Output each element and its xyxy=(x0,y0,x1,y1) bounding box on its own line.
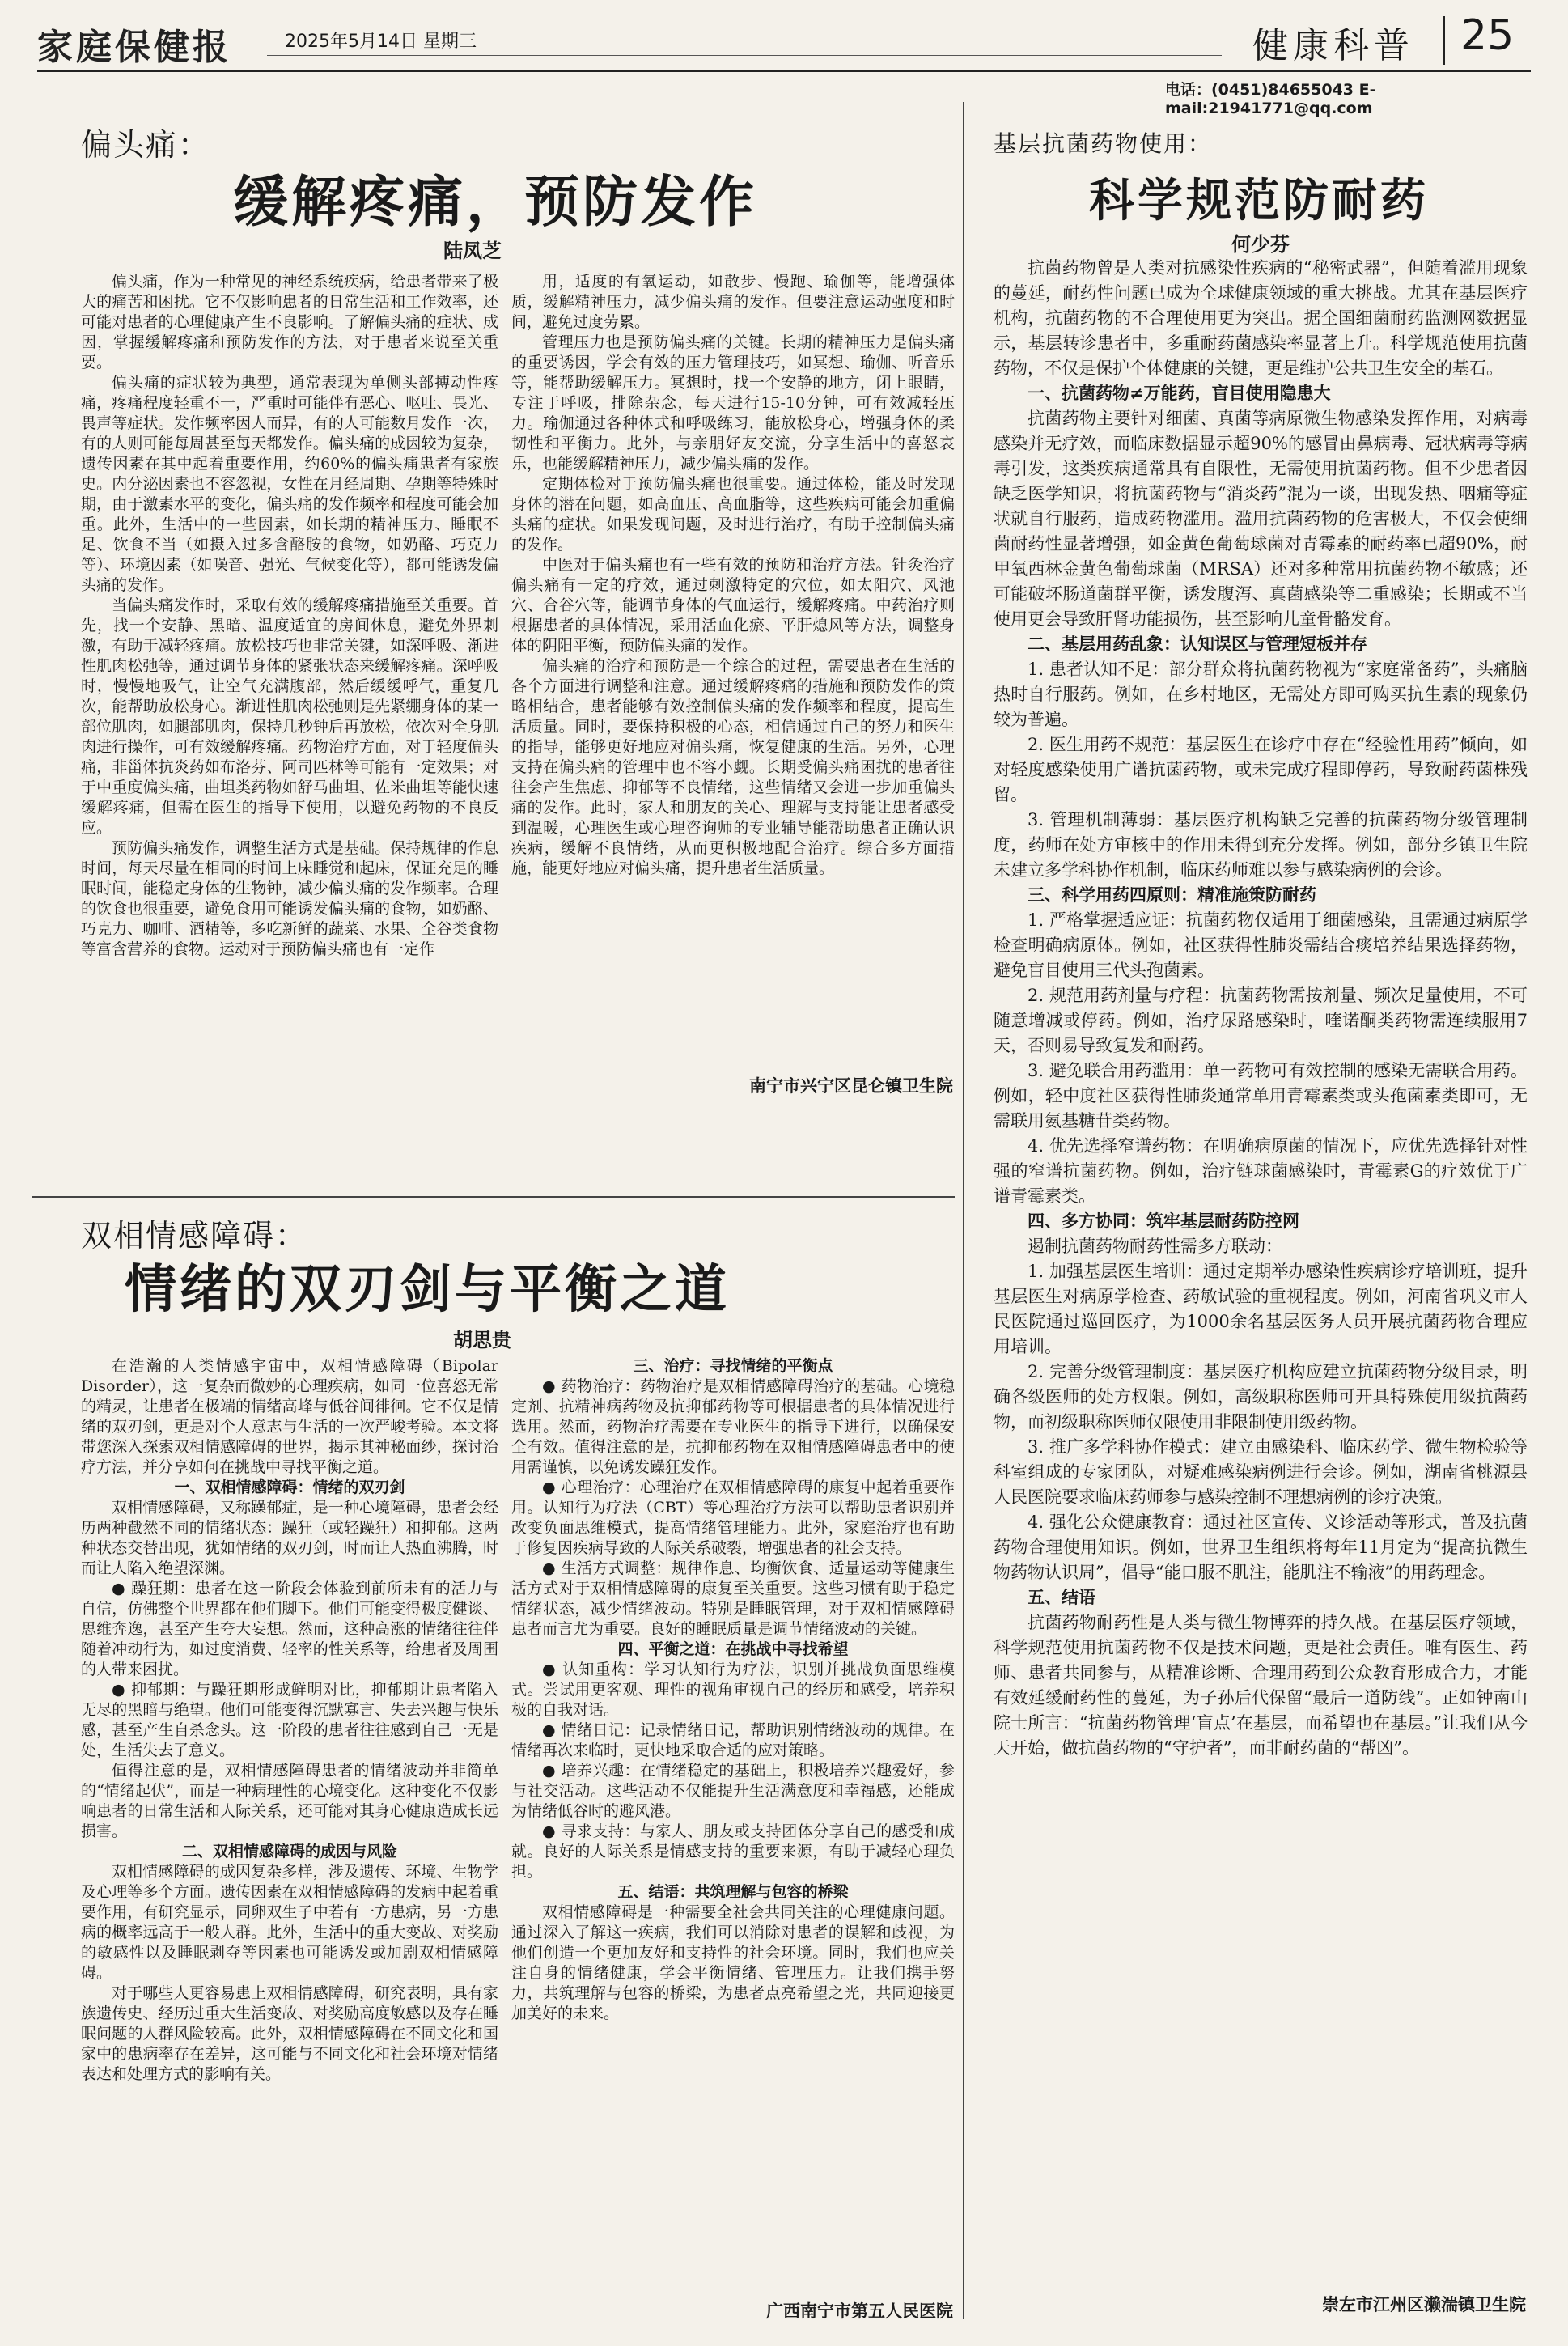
body-paragraph: ● 药物治疗：药物治疗是双相情感障碍治疗的基础。心境稳定剂、抗精神病药物及抗抑郁药物等可根据患者的具体情况进行选用。然而，药物治疗需要在专业医生的指导下进行，以确保安全有效。值得注意的是，抗抑郁药物在双相情感障碍患者中的使用需谨慎，以免诱发躁狂发作。 xyxy=(511,1377,955,1476)
bipolar-col2-body xyxy=(511,1356,955,2024)
body-paragraph: 偏头痛的治疗和预防是一个综合的过程，需要患者在生活的各个方面进行调整和注意。通过缓解疼痛的措施和预防发作的策略相结合，患者能够有效控制偏头痛的发作频率和程度，提高生活质量。同时，要保持积极的心态，相信通过自己的努力和医生的指导，能够更好地应对偏头痛，恢复健康的生活。另外，心理支持在偏头痛的管理中也不容小觑。长期受偏头痛困扰的患者往往会产生焦虑、抑郁等不良情绪，这些情绪又会进一步加重偏头痛的发作。此时，家人和朋友的关心、理解与支持能让患者感受到温暖，心理医生或心理咨询师的专业辅导能帮助患者正确认识疾病，缓解不良情绪，从而更积极地配合治疗。综合多方面措施，能更好地应对偏头痛，提升患者生活质量。 xyxy=(511,657,955,877)
section-heading: 二、双相情感障碍的成因与风险 xyxy=(181,1843,397,1860)
bipolar-column-1 xyxy=(81,1356,498,2319)
body-paragraph: ● 情绪日记：记录情绪日记，帮助识别情绪波动的规律。在情绪再次来临时，更快地采取合适的应对策略。 xyxy=(511,1721,955,1759)
bipolar-topic: 双相情感障碍： xyxy=(81,1218,308,1254)
body-paragraph: 用，适度的有氧运动，如散步、慢跑、瑜伽等，能增强体质，缓解精神压力，减少偏头痛的发作。但要注意运动强度和时间，避免过度劳累。 xyxy=(511,273,955,331)
bipolar-col1-body xyxy=(81,1356,498,2085)
antibiotic-author: 何少芬 xyxy=(1231,233,1290,256)
section-heading: 二、基层用药乱象：认知误区与管理短板并存 xyxy=(1028,634,1367,654)
bipolar-title: 情绪的双刃剑与平衡之道 xyxy=(125,1259,730,1320)
body-paragraph: 4. 强化公众健康教育：通过社区宣传、义诊活动等形式，普及抗菌药物合理使用知识。例如，世界卫生组织将每年11月定为“提高抗微生物药物认识周”，倡导“能口服不肌注，能肌注不输液”的用药理念。 xyxy=(994,1512,1528,1582)
section-heading: 五、结语：共筑理解与包容的桥梁 xyxy=(617,1883,849,1901)
masthead-divider xyxy=(1443,16,1445,65)
body-paragraph: 1. 严格掌握适应证：抗菌药物仅适用于细菌感染，且需通过病原学检查明确病原体。例如，社区获得性肺炎需结合痰培养结果选择药物，避免盲目使用三代头孢菌素。 xyxy=(994,910,1528,980)
body-paragraph: 偏头痛，作为一种常见的神经系统疾病，给患者带来了极大的痛苦和困扰。它不仅影响患者的日常生活和工作效率，还可能对患者的心理健康产生不良影响。了解偏头痛的症状、成因，掌握缓解疼痛和预防发作的方法，对于患者来说至关重要。 xyxy=(81,273,498,371)
body-paragraph: 双相情感障碍是一种需要全社会共同关注的心理健康问题。通过深入了解这一疾病，我们可以消除对患者的误解和歧视，为他们创造一个更加友好和支持性的社会环境。同时，我们也应关注自身的情绪健康，学会平衡情绪、管理压力。让我们携手努力，共筑理解与包容的桥梁，为患者点亮希望之光，共同迎接更加美好的未来。 xyxy=(511,1903,955,2022)
migraine-col2-body xyxy=(511,272,955,879)
body-paragraph: ● 抑郁期：与躁狂期形成鲜明对比，抑郁期让患者陷入无尽的黑暗与绝望。他们可能变得沉默寡言、失去兴趣与快乐感，甚至产生自杀念头。这一阶段的患者往往感到自己一无是处，生活失去了意义。 xyxy=(81,1681,498,1759)
body-paragraph: 3. 推广多学科协作模式：建立由感染科、临床药学、微生物检验等科室组成的专家团队，对疑难感染病例进行会诊。例如，湖南省桃源县人民医院要求临床药师参与感染控制不理想病例的诊疗决策。 xyxy=(994,1437,1528,1507)
body-paragraph: 遏制抗菌药物耐药性需多方联动： xyxy=(1028,1237,1282,1256)
body-paragraph: 抗菌药物主要针对细菌、真菌等病原微生物感染发挥作用，对病毒感染并无疗效，而临床数据显示超90%的感冒由鼻病毒、冠状病毒等病毒引发，这类疾病通常具有自限性，无需使用抗菌药物。但不少患者因缺乏医学知识，将抗菌药物与“消炎药”混为一谈，出现发热、咽痛等症状就自行服药，造成药物滥用。滥用抗菌药物的危害极大，不仅会使细菌耐药性显著增强，如金黄色葡萄球菌对青霉素的耐药率已超90%，耐甲氧西林金黄色葡萄球菌（MRSA）还对多种常用抗菌药物不敏感；还可能破坏肠道菌群平衡，诱发腹泻、真菌感染等二重感染；长期或不当使用更会导致肝肾功能损伤，甚至影响儿童骨骼发育。 xyxy=(994,409,1528,629)
body-paragraph: 预防偏头痛发作，调整生活方式是基础。保持规律的作息时间，每天尽量在相同的时间上床睡觉和起床，保证充足的睡眠时间，能稳定身体的生物钟，减少偏头痛的发作频率。合理的饮食也很重要，避免食用可能诱发偏头痛的食物，如奶酪、巧克力、咖啡、酒精等，多吃新鲜的蔬菜、水果、全谷类食物等富含营养的食物。运动对于预防偏头痛也有一定作 xyxy=(81,839,498,958)
bipolar-column-2 xyxy=(511,1356,955,2279)
migraine-title: 缓解疼痛，预防发作 xyxy=(233,170,758,235)
body-paragraph: 双相情感障碍，又称躁郁症，是一种心境障碍，患者会经历两种截然不同的情绪状态：躁狂（或轻躁狂）和抑郁。这两种状态交替出现，犹如情绪的双刃剑，时而让人热血沸腾，时而让人陷入绝望深渊。 xyxy=(81,1499,498,1577)
body-paragraph: 2. 规范用药剂量与疗程：抗菌药物需按剂量、频次足量使用，不可随意增减或停药。例如，治疗尿路感染时，喹诺酮类药物需连续服用7天，否则易导致复发和耐药。 xyxy=(994,986,1528,1055)
section-heading: 五、结语 xyxy=(1028,1588,1095,1607)
migraine-topic: 偏头痛： xyxy=(81,127,211,163)
migraine-column-2 xyxy=(511,272,955,1057)
section-name: 健康科普 xyxy=(1252,25,1414,66)
migraine-col1-body xyxy=(81,272,498,960)
body-paragraph: 中医对于偏头痛也有一些有效的预防和治疗方法。针灸治疗偏头痛有一定的疗效，通过刺激特定的穴位，如太阳穴、风池穴、合谷穴等，能调节身体的气血运行，缓解疼痛。中药治疗则根据患者的具体情况，采用活血化瘀、平肝熄风等方法，调整身体的阴阳平衡，预防偏头痛的发作。 xyxy=(511,556,955,655)
body-paragraph: 定期体检对于预防偏头痛也很重要。通过体检，能及时发现身体的潜在问题，如高血压、高血脂等，这些疾病可能会加重偏头痛的症状。如果发现问题，及时进行治疗，有助于控制偏头痛的发作。 xyxy=(511,475,955,554)
body-paragraph: 管理压力也是预防偏头痛的关键。长期的精神压力是偏头痛的重要诱因，学会有效的压力管理技巧，如冥想、瑜伽、听音乐等，能帮助缓解压力。冥想时，找一个安静的地方，闭上眼睛，专注于呼吸，排除杂念，每天进行15-10分钟，可有效减轻压力。瑜伽通过各种体式和呼吸练习，能放松身心，增强身体的柔韧性和平衡力。此外，与亲朋好友交流，分享生活中的喜怒哀乐，也能缓解精神压力，减少偏头痛的发作。 xyxy=(511,333,955,473)
masthead-rule-thin xyxy=(267,55,1222,56)
antibiotic-body xyxy=(994,256,1528,1761)
antibiotic-column xyxy=(994,256,1528,2284)
body-paragraph: ● 心理治疗：心理治疗在双相情感障碍的康复中起着重要作用。认知行为疗法（CBT）等心理治疗方法可以帮助患者识别并改变负面思维模式，提高情绪管理能力。此外，家庭治疗也有助于修复因疾病导致的人际关系破裂，增强患者的社会支持。 xyxy=(511,1478,955,1557)
contact-line: 电话：(0451)84655043 E-mail:21941771@qq.com xyxy=(1165,81,1376,117)
body-paragraph: 抗菌药物曾是人类对抗感染性疾病的“秘密武器”，但随着滥用现象的蔓延，耐药性问题已成为全球健康领域的重大挑战。尤其在基层医疗机构，抗菌药物的不合理使用更为突出。据全国细菌耐药监测网数据显示，基层转诊患者中，多重耐药菌感染率显著上升。科学规范使用抗菌药物，不仅是保护个体健康的关键，更是维护公共卫生安全的基石。 xyxy=(994,258,1528,378)
antibiotic-title: 科学规范防耐药 xyxy=(1089,174,1429,227)
body-paragraph: ● 培养兴趣：在情绪稳定的基础上，积极培养兴趣爱好，参与社交活动。这些活动不仅能提升生活满意度和幸福感，还能成为情绪低谷时的避风港。 xyxy=(511,1762,955,1820)
body-paragraph: ● 生活方式调整：规律作息、均衡饮食、适量运动等健康生活方式对于双相情感障碍的康复至关重要。这些习惯有助于稳定情绪状态，减少情绪波动。特别是睡眠管理，对于双相情感障碍患者而言尤为重要。良好的睡眠质量是调节情绪波动的关键。 xyxy=(511,1559,955,1638)
body-paragraph: 3. 管理机制薄弱：基层医疗机构缺乏完善的抗菌药物分级管理制度，药师在处方审核中的作用未得到充分发挥。例如，部分乡镇卫生院未建立多学科协作机制，临床药师难以参与感染病例的会诊。 xyxy=(994,810,1528,880)
section-heading: 一、双相情感障碍：情绪的双刃剑 xyxy=(174,1478,405,1496)
antibiotic-topic: 基层抗菌药物使用： xyxy=(994,130,1213,157)
body-paragraph: 偏头痛的症状较为典型，通常表现为单侧头部搏动性疼痛，疼痛程度轻重不一，严重时可能伴有恶心、呕吐、畏光、畏声等症状。发作频率因人而异，有的人可能数月发作一次，有的人则可能每周甚至每天都发作。偏头痛的成因较为复杂，遗传因素在其中起着重要作用，约60%的偏头痛患者有家族史。内分泌因素也不容忽视，女性在月经周期、孕期等特殊时期，由于激素水平的变化，偏头痛的发作频率和程度可能会加重。此外，生活中的一些因素，如长期的精神压力、睡眠不足、饮食不当（如摄入过多含酪胺的食物，如奶酪、巧克力等）、环境因素（如噪音、强光、气候变化等），都可能诱发偏头痛的发作。 xyxy=(81,374,498,594)
body-paragraph: 3. 避免联合用药滥用：单一药物可有效控制的感染无需联合用药。例如，轻中度社区获得性肺炎通常单用青霉素类或头孢菌素类即可，无需联用氨基糖苷类药物。 xyxy=(994,1061,1528,1131)
body-paragraph: 4. 优先选择窄谱药物：在明确病原菌的情况下，应优先选择针对性强的窄谱抗菌药物。例如，治疗链球菌感染时，青霉素G的疗效优于广谱青霉素类。 xyxy=(994,1136,1528,1206)
issue-date: 2025年5月14日 星期三 xyxy=(285,32,477,52)
section-heading: 四、平衡之道：在挑战中寻找希望 xyxy=(617,1640,849,1658)
body-paragraph: 1. 患者认知不足：部分群众将抗菌药物视为“家庭常备药”，头痛脑热时自行服药。例如，在乡村地区，无需处方即可购买抗生素的现象仍较为普遍。 xyxy=(994,660,1528,729)
section-heading: 四、多方协同：筑牢基层耐药防控网 xyxy=(1028,1211,1299,1231)
body-paragraph: 双相情感障碍的成因复杂多样，涉及遗传、环境、生物学及心理等多个方面。遗传因素在双相情感障碍的发病中起着重要作用，有研究显示，同卵双生子中若有一方患病，另一方患病的概率远高于一般人群。此外，生活中的重大变故、对奖励的敏感性以及睡眠剥夺等因素也可能诱发或加剧双相情感障碍。 xyxy=(81,1863,498,1982)
bipolar-author: 胡思贵 xyxy=(453,1329,511,1351)
body-paragraph: ● 寻求支持：与家人、朋友或支持团体分享自己的感受和成就。良好的人际关系是情感支持的重要来源，有助于减轻心理负担。 xyxy=(511,1822,955,1881)
body-paragraph: 值得注意的是，双相情感障碍患者的情绪波动并非简单的“情绪起伏”，而是一种病理性的心境变化。这种变化不仅影响患者的日常生活和人际关系，还可能对其身心健康造成长远损害。 xyxy=(81,1762,498,1840)
paper-name: 家庭保健报 xyxy=(37,27,231,68)
antibiotic-affiliation: 崇左市江州区濑湍镇卫生院 xyxy=(1322,2295,1526,2314)
column-divider xyxy=(963,102,964,2319)
section-heading: 三、科学用药四原则：精准施策防耐药 xyxy=(1028,885,1316,905)
body-paragraph: 在浩瀚的人类情感宇宙中，双相情感障碍（Bipolar Disorder），这一复杂而微妙的心理疾病，如同一位喜怒无常的精灵，让患者在极端的情绪高峰与低谷间徘徊。它不仅是情绪的双刃剑，更是对个人意志与生活的一次严峻考验。本文将带您深入探索双相情感障碍的世界，揭示其神秘面纱，探讨治疗方法，并分享如何在挑战中寻找平衡之道。 xyxy=(81,1357,498,1476)
body-paragraph: ● 认知重构：学习认知行为疗法，识别并挑战负面思维模式。尝试用更客观、理性的视角审视自己的经历和感受，培养积极的自我对话。 xyxy=(511,1661,955,1719)
migraine-column-1 xyxy=(81,272,498,1185)
body-paragraph: ● 躁狂期：患者在这一阶段会体验到前所未有的活力与自信，仿佛整个世界都在他们脚下。他们可能变得极度健谈、思维奔逸，甚至产生夸大妄想。然而，这种高涨的情绪往往伴随着冲动行为，如过度消费、轻率的性关系等，给患者及周围的人带来困扰。 xyxy=(81,1580,498,1678)
migraine-affiliation: 南宁市兴宁区昆仑镇卫生院 xyxy=(749,1076,953,1096)
bipolar-affiliation: 广西南宁市第五人民医院 xyxy=(766,2301,953,2321)
section-heading: 一、抗菌药物≠万能药，盲目使用隐患大 xyxy=(1028,384,1331,403)
body-paragraph: 2. 完善分级管理制度：基层医疗机构应建立抗菌药物分级目录，明确各级医师的处方权限。例如，高级职称医师可开具特殊使用级抗菌药物，而初级职称医师仅限使用非限制使用级药物。 xyxy=(994,1362,1528,1432)
body-paragraph: 抗菌药物耐药性是人类与微生物博弈的持久战。在基层医疗领域，科学规范使用抗菌药物不仅是技术问题，更是社会责任。唯有医生、药师、患者共同参与，从精准诊断、合理用药到公众教育形成合力，才能有效延缓耐药性的蔓延，为子孙后代保留“最后一道防线”。正如钟南山院士所言：“抗菌药物管理‘盲点’在基层，而希望也在基层。”让我们从今天开始，做抗菌药物的“守护者”，而非耐药菌的“帮凶”。 xyxy=(994,1613,1528,1758)
body-paragraph: 2. 医生用药不规范：基层医生在诊疗中存在“经验性用药”倾向，如对轻度感染使用广谱抗菌药物，或未完成疗程即停药，导致耐药菌株残留。 xyxy=(994,735,1528,804)
masthead-rule xyxy=(37,70,1531,72)
section-heading: 三、治疗：寻找情绪的平衡点 xyxy=(633,1357,833,1375)
migraine-author: 陆凤芝 xyxy=(443,240,502,262)
article-divider xyxy=(32,1196,955,1198)
body-paragraph: 1. 加强基层医生培训：通过定期举办感染性疾病诊疗培训班，提升基层医生对病原学检查、药敏试验的重视程度。例如，河南省巩义市人民医院通过巡回医疗，为1000余名基层医务人员开展抗菌药物合理应用培训。 xyxy=(994,1262,1528,1356)
page-number: 25 xyxy=(1460,11,1515,60)
body-paragraph: 当偏头痛发作时，采取有效的缓解疼痛措施至关重要。首先，找一个安静、黑暗、温度适宜的房间休息，避免外界刺激，有助于减轻疼痛。放松技巧也非常关键，如深呼吸、渐进性肌肉松弛等，通过调节身体的紧张状态来缓解疼痛。深呼吸时，慢慢地吸气，让空气充满腹部，然后缓缓呼气，重复几次，能帮助放松身心。渐进性肌肉松弛则是先紧绷身体的某一部位肌肉，如腿部肌肉，保持几秒钟后再放松，依次对全身肌肉进行操作，可有效缓解疼痛。药物治疗方面，对于轻度偏头痛，非甾体抗炎药如布洛芬、阿司匹林等可能有一定效果；对于中重度偏头痛，曲坦类药物如舒马曲坦、佐米曲坦等能快速缓解疼痛，但需在医生的指导下使用，以避免药物的不良反应。 xyxy=(81,596,498,837)
body-paragraph: 对于哪些人更容易患上双相情感障碍，研究表明，具有家族遗传史、经历过重大生活变故、对奖励高度敏感以及存在睡眠问题的人群风险较高。此外，双相情感障碍在不同文化和国家中的患病率存在差异，这可能与不同文化和社会环境对情绪表达和处理方式的影响有关。 xyxy=(81,1984,498,2083)
